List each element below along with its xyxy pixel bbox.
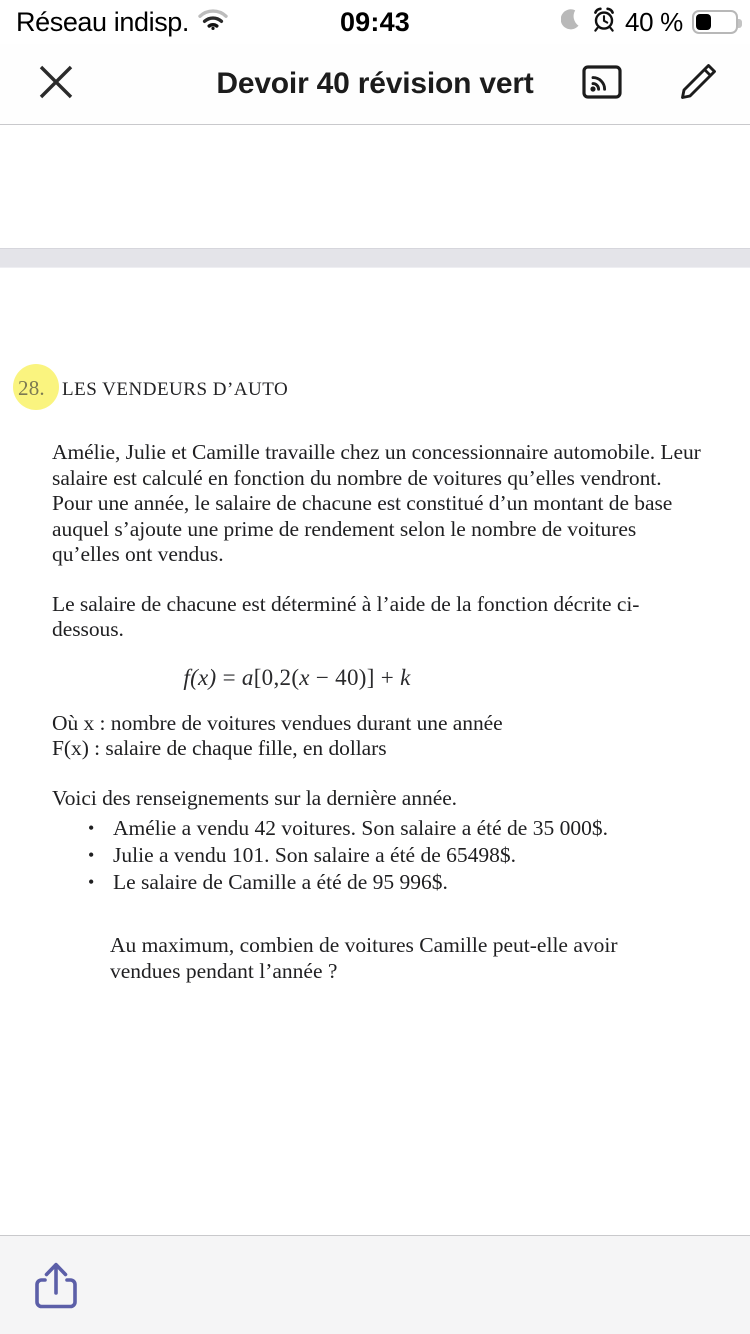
list-item: • Julie a vendu 101. Son salaire a été de 65498$. xyxy=(52,842,702,869)
function-intro-paragraph: Le salaire de chacune est déterminé à l’aide de la fonction décrite ci-dessous. xyxy=(52,591,640,641)
formula-arg: (x) xyxy=(190,664,217,690)
formula-f: f xyxy=(183,664,191,690)
list-item: • Amélie a vendu 42 voitures. Son salaire a été de 35 000$. xyxy=(52,815,702,842)
formula-tail: − 40)] + xyxy=(309,664,401,690)
nav-header xyxy=(0,44,750,125)
document-scroll-area[interactable] xyxy=(0,125,750,1235)
share-button[interactable] xyxy=(31,1262,81,1314)
pencil-edit-icon xyxy=(675,59,721,110)
alarm-clock-icon xyxy=(592,7,616,37)
formula-equals: = xyxy=(216,664,242,690)
question-title: LES VENDEURS D’AUTO xyxy=(62,379,289,400)
data-intro-paragraph: Voici des renseignements sur la dernière année. xyxy=(52,785,458,810)
formula-k: k xyxy=(400,664,411,690)
function-formula xyxy=(52,665,702,691)
question-number: 28. xyxy=(18,376,45,400)
bottom-toolbar xyxy=(0,1235,750,1334)
page-title: Devoir 40 révision vert xyxy=(216,67,534,100)
list-item: • Le salaire de Camille a été de 95 996$. xyxy=(52,869,702,896)
legend-line-2: F(x) : salaire de chaque fille, en dollars xyxy=(52,736,387,760)
formula-a: a xyxy=(241,664,254,690)
edit-button[interactable] xyxy=(674,60,722,108)
intro-paragraph: Amélie, Julie et Camille travaille chez un concessionnaire automobile. Leur salaire est calculé en fonction du nombre de voitures qu’elles vendront. Pour une année, le salaire de chacune est constitué d’un montant de base auquel s’ajoute une prime de rendement selon le nombre de voitures qu’elles ont vendus. xyxy=(52,440,701,566)
share-upload-icon xyxy=(32,1260,80,1317)
nav-actions xyxy=(578,60,722,108)
legend-line-1: Où x : nombre de voitures vendues durant une année xyxy=(52,710,503,735)
data-bullet-list xyxy=(52,815,702,896)
question-heading xyxy=(0,376,750,410)
formula-x: x xyxy=(299,664,310,690)
crescent-moon-icon xyxy=(561,8,583,37)
page-separator xyxy=(0,248,750,268)
carrier-label: Réseau indisp. xyxy=(16,6,190,37)
formula-expr: [0,2( xyxy=(253,664,300,690)
final-question: Au maximum, combien de voitures Camille peut-elle avoir vendues pendant l’année ? xyxy=(110,933,618,983)
cast-button[interactable] xyxy=(578,60,626,108)
question-number-wrap xyxy=(18,376,58,401)
clock-label: 09:43 xyxy=(339,6,411,37)
question-body xyxy=(0,440,750,984)
status-bar xyxy=(0,0,750,44)
document-page xyxy=(0,376,750,1235)
battery-icon xyxy=(692,10,738,34)
status-bar-right xyxy=(561,7,738,38)
cast-icon xyxy=(581,64,623,105)
previous-page-tail xyxy=(0,125,750,248)
battery-percent-label: 40 % xyxy=(624,6,683,37)
